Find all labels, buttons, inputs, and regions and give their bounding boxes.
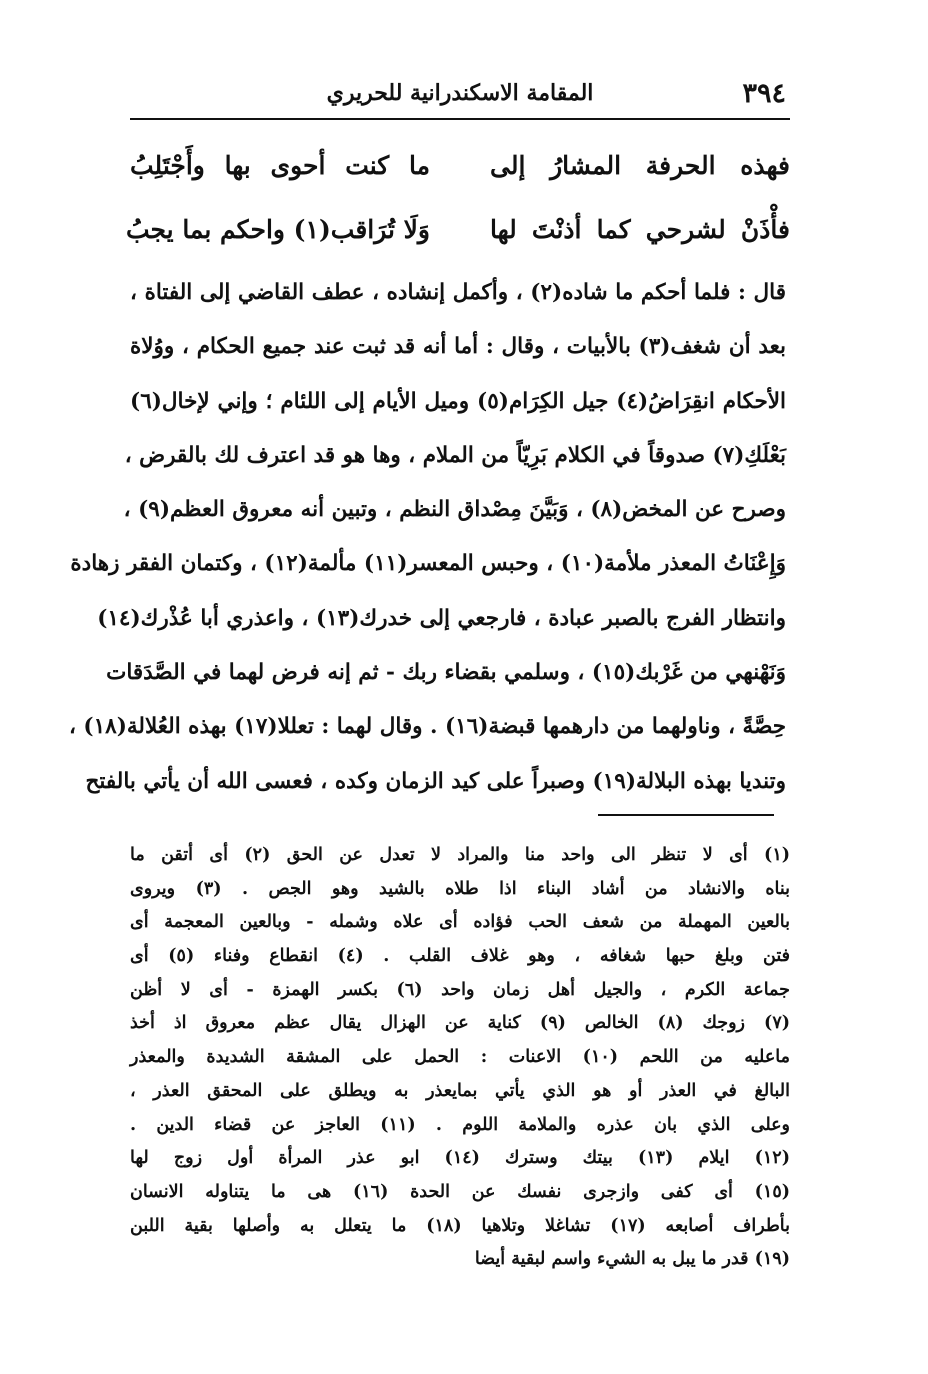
footnote-line: بناه والانشاد من أشاد البناء اذا طلاه بالشيد وهو الجص . (٣) ويروى (130, 878, 790, 899)
footnote-line: وعلى الذي بان عذره والملامة اللوم . (١١) العاجز عن قضاء الدين . (130, 1114, 791, 1135)
verse-first-hemistich: فهذه الحرفة المشارُ إلى (490, 151, 790, 180)
footnote-line: بأطراف أصابعه (١٧) تشاغلا وتلاهيا (١٨) ما يتعلل به وأصلها بقية اللبن (130, 1215, 790, 1236)
page-header (130, 76, 790, 120)
prose-line: حِصَّةً ، وناولهما من دارهمها قبضة(١٦) . وقال لهما : تعللا(١٧) بهذه العُلالة(١٨) ، (69, 714, 786, 740)
footnote-line: جماعة الكرم ، والجيل أهل زمان واحد (٦) بكسر الهمزة - أى لا أظن (130, 979, 790, 1000)
verse-first-hemistich: فأْذَنْ لشرحي كما أذنْتَ لها (490, 215, 790, 244)
verse-line (130, 140, 790, 204)
footnote-line: ماعليه من اللحم (١٠) الاعنات : الحمل على المشقة الشديدة والمعذر (130, 1047, 790, 1068)
footnote-line: فتن وبلغ حبها شغافه ، وهو غلاف القلب . (٤) انقطاع وفناء (٥) أى (130, 946, 790, 967)
footnote-line: بالعين المهملة من شعف الحب فؤاده أى علاه وشمله - وبالعين المعجمة أى (130, 912, 790, 933)
prose-line: الأحكام انقِرَاضُ(٤) جيل الكِرَام(٥) وميل الأيام إلى اللئام ؛ وإني لإخال(٦) (130, 388, 786, 414)
footnote-divider (598, 814, 774, 816)
running-title: المقامة الاسكندرانية للحريري (326, 80, 594, 106)
footnote-line: (١) أى لا تنظر الى واحد منا والمراد لا تعدل عن الحق (٢) أى أتقن ما (130, 845, 790, 865)
prose-line: بعد أن شغف(٣) بالأبيات ، وقال : أما أنه قد ثبت عند جميع الحكام ، ووُلاة (130, 334, 786, 360)
footnote-line: البالغ في العذر أو هو الذي يأتي بمايعذر به ويطلق على المحقق العذر ، (130, 1080, 790, 1101)
prose-line: وانتظار الفرج بالصبر عبادة ، فارجعي إلى خدرك(١٣) ، واعذري أبا عُذْرك(١٤) (97, 605, 786, 631)
page-number: ٣٩٤ (742, 78, 786, 109)
prose-line: قال : فلما أحكم ما شاده(٢) ، وأكمل إنشاده ، عطف القاضي إلى الفتاة ، (130, 280, 786, 305)
prose-line: وصرح عن المخض(٨) ، وَبَيَّنَ مِصْداق النظم ، وتبين أنه معروق العظم(٩) ، (123, 497, 786, 523)
verse-second-hemistich: ما كنت أحوى بها وأَجْتَلِبُ (130, 151, 430, 180)
footnote-line: (١٥) أى كفى وازجرى نفسك عن الحدة (١٦) هى ما يتناوله الانسان (130, 1181, 791, 1202)
prose-line: بَعْلَكِ(٧) صدوقاً في الكلام بَرِيّاً من الملام ، وها هو قد اعترف لك بالقرض ، (124, 442, 786, 468)
prose-body (69, 270, 786, 813)
footnote-line: (١٩) قدر ما يبل به الشيء واسم لبقية أيضا (474, 1249, 790, 1270)
verse-second-hemistich: وَلَا تُرَاقب(١) واحكم بما يجبُ (125, 215, 430, 244)
verse-line (125, 204, 790, 268)
prose-line: وَنَهْنهي من غَرْبك(١٥) ، وسلمي بقضاء ربك - ثم إنه فرض لهما في الصَّدَقات (106, 660, 786, 686)
prose-line: وَإِعْنَاتُ المعذر ملأمة(١٠) ، وحبس المعسر(١١) مألمة(١٢) ، وكتمان الفقر زهادة (70, 551, 786, 577)
footnotes (130, 840, 790, 1278)
prose-line: وتنديا بهذه البلالة(١٩) وصبراً على كيد الزمان وكده ، فعسى الله أن يأتي بالفتح (85, 768, 786, 794)
footnote-line: (٧) زوجك (٨) الخالص (٩) كناية عن الهزال يقال عظم معروق اذ أخذ (130, 1013, 791, 1034)
footnote-line: (١٢) ايلام (١٣) بيتك وسترك (١٤) ابو عذر المرأة أول زوج لها (130, 1148, 790, 1169)
poem-verses (125, 140, 790, 268)
